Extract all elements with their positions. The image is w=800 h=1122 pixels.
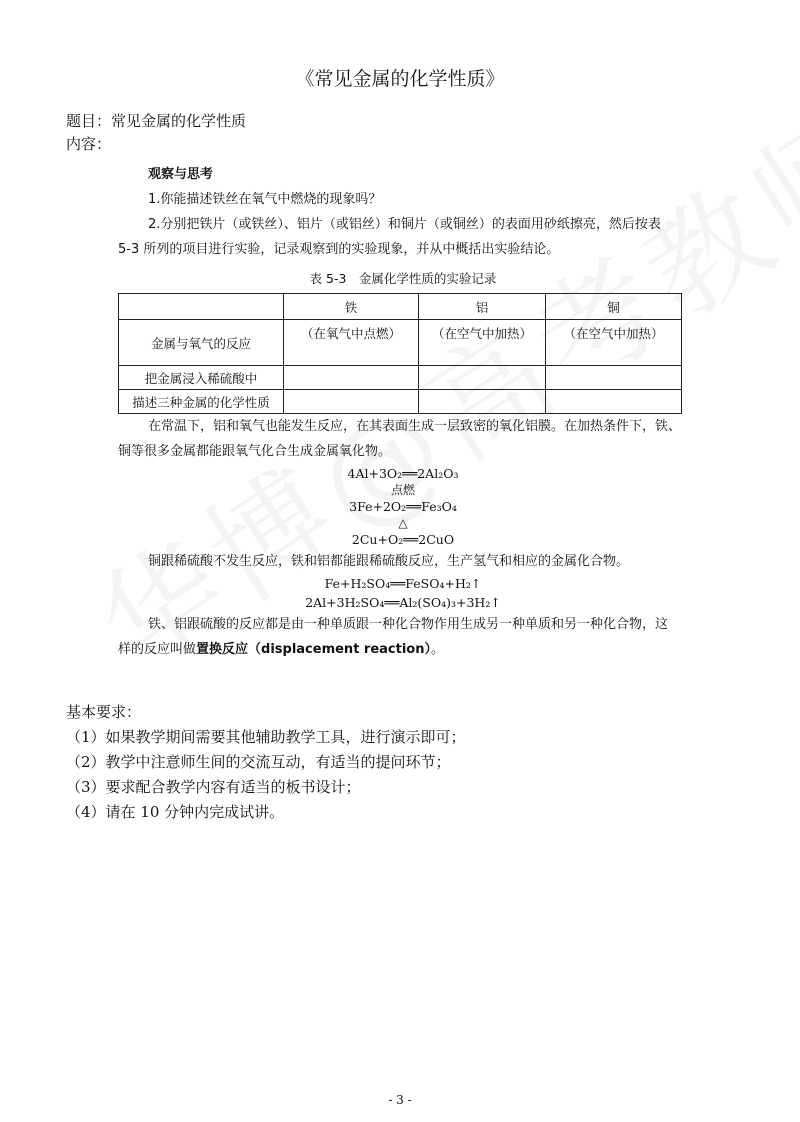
equation-4: Fe+H₂SO₄══FeSO₄+H₂↑ bbox=[324, 576, 482, 591]
paragraph-3-prefix: 样的反应叫做 bbox=[118, 642, 197, 657]
requirement-item: （2）教学中注意师生间的交流互动，有适当的提问环节； bbox=[66, 753, 451, 771]
paragraph-3-line-2 bbox=[118, 637, 688, 662]
equation-5: 2Al+3H₂SO₄══Al₂(SO₄)₃+3H₂↑ bbox=[305, 595, 501, 610]
paragraph-3-end: 。 bbox=[431, 642, 445, 657]
textbook-excerpt bbox=[118, 160, 688, 662]
paragraph-1-line-2: 铜等很多金属都能跟氧气化合生成金属氧化物。 bbox=[118, 444, 392, 459]
question-1: 1.你能描述铁丝在氧气中燃烧的现象吗？ bbox=[148, 192, 382, 207]
table-cell: 金属与氧气的反应 bbox=[119, 320, 284, 366]
table-cell bbox=[546, 390, 682, 414]
topic-line: 题目：常见金属的化学性质 bbox=[66, 112, 247, 130]
equation-1: 4Al+3O₂══2Al₂O₃ bbox=[347, 466, 459, 481]
table-cell: （在氧气中点燃） bbox=[284, 320, 419, 366]
table-row bbox=[119, 320, 682, 366]
table-header-cell: 铁 bbox=[284, 294, 419, 320]
question-2-line-1: 2.分别把铁片（或铁丝）、铝片（或铝丝）和铜片（或铜丝）的表面用砂纸擦亮，然后按表 bbox=[148, 217, 661, 232]
equation-2: 3Fe+2O₂══Fe₃O₄ bbox=[349, 499, 457, 514]
table-header-row bbox=[119, 294, 682, 320]
experiment-record-table bbox=[118, 293, 682, 414]
table-row bbox=[119, 390, 682, 414]
table-header-cell: 铝 bbox=[419, 294, 546, 320]
table-cell bbox=[284, 390, 419, 414]
table-cell bbox=[546, 366, 682, 390]
requirements-label: 基本要求： bbox=[66, 703, 142, 721]
excerpt-heading: 观察与思考 bbox=[148, 167, 214, 182]
page-number: - 3 - bbox=[388, 1093, 412, 1107]
table-row bbox=[119, 366, 682, 390]
table-header-cell bbox=[119, 294, 284, 320]
equation-3-condition: △ bbox=[398, 516, 408, 530]
table-cell bbox=[419, 390, 546, 414]
equation-2-condition: 点燃 bbox=[390, 483, 415, 497]
page-title: 《常见金属的化学性质》 bbox=[295, 68, 505, 90]
table-cell bbox=[284, 366, 419, 390]
table-cell: 把金属浸入稀硫酸中 bbox=[119, 366, 284, 390]
requirement-item: （3）要求配合教学内容有适当的板书设计； bbox=[66, 778, 361, 796]
table-cell: （在空气中加热） bbox=[419, 320, 546, 366]
question-2-line-2: 5-3 所列的项目进行实验，记录观察到的实验现象，并从中概括出实验结论。 bbox=[118, 242, 560, 257]
table-cell: （在空气中加热） bbox=[546, 320, 682, 366]
requirements bbox=[66, 700, 466, 825]
paragraph-1-line-1: 在常温下，铝和氧气也能发生反应，在其表面生成一层致密的氧化铝膜。在加热条件下，铁、 bbox=[148, 419, 682, 434]
equation-3: 2Cu+O₂══2CuO bbox=[351, 532, 455, 547]
paragraph-2: 铜跟稀硫酸不发生反应，铁和铝都能跟稀硫酸反应，生产氢气和相应的金属化合物。 bbox=[148, 554, 630, 569]
table-cell: 描述三种金属的化学性质 bbox=[119, 390, 284, 414]
requirement-item: （4）请在 10 分钟内完成试讲。 bbox=[66, 803, 285, 821]
table-caption: 表 5-3 金属化学性质的实验记录 bbox=[309, 271, 497, 286]
table-header-cell: 铜 bbox=[546, 294, 682, 320]
table-cell bbox=[419, 366, 546, 390]
displacement-reaction-term: 置换反应（displacement reaction） bbox=[196, 642, 431, 657]
paragraph-3-line-1: 铁、铝跟硫酸的反应都是由一种单质跟一种化合物作用生成另一种单质和另一种化合物，这 bbox=[148, 617, 669, 632]
requirement-item: （1）如果教学期间需要其他辅助教学工具，进行演示即可； bbox=[66, 728, 466, 746]
content-label: 内容： bbox=[66, 135, 112, 153]
